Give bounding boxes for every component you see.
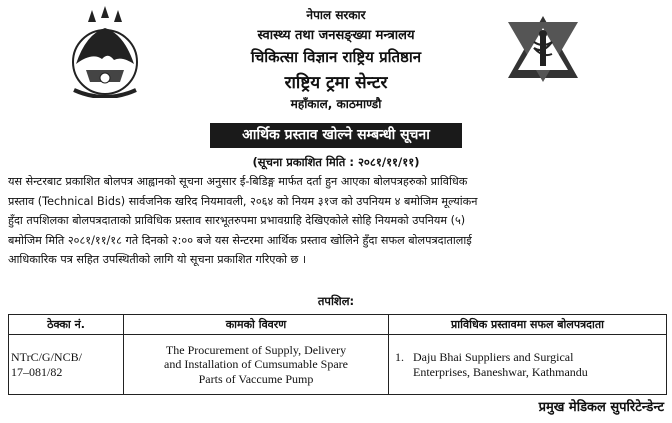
signature-title: प्रमुख मेडिकल सुपरिटेन्डेन्ट <box>538 400 664 415</box>
header-academy-line: चिकित्सा विज्ञान राष्ट्रिय प्रतिष्ठान <box>250 48 422 66</box>
header-gov-line: नेपाल सरकार <box>306 8 366 22</box>
body-line: प्रस्ताव (Technical Bids) सार्वजनिक खरिद नियमावली, २०६४ को नियम ३१ज को उपनियम ४ बमोजिम मूल्यांकन <box>8 194 478 208</box>
header-center-line: राष्ट्रिय ट्रमा सेन्टर <box>284 73 388 93</box>
contract-no-cell <box>9 335 124 395</box>
successful-bidder-cell <box>389 335 667 395</box>
table-row <box>9 335 667 395</box>
work-description-cell <box>124 335 389 395</box>
published-date: (सूचना प्रकाशित मिति : २०८१/११/११) <box>252 155 420 169</box>
notice-title-banner: आर्थिक प्रस्ताव खोल्ने सम्बन्धी सूचना <box>210 123 462 148</box>
col-header-work-description: कामको विवरण <box>124 315 389 335</box>
col-header-successful-bidder: प्राविधिक प्रस्तावमा सफल बोलपत्रदाता <box>389 315 667 335</box>
bidder-index: 1. <box>395 350 404 364</box>
header-address-line: महाँकाल, काठमाण्डौ <box>290 97 382 111</box>
work-line: The Procurement of Supply, Delivery <box>165 342 347 357</box>
contract-no-line: 17–081/82 <box>11 364 63 379</box>
bidder-line: Enterprises, Baneshwar, Kathmandu <box>413 364 588 379</box>
table-header-row <box>9 315 667 335</box>
body-line: आधिकारिक पत्र सहित उपस्थितीको लागि यो सूचना प्रकाशित गरिएको छ । <box>8 253 307 267</box>
body-line: हुँदा तपशिलका बोलपत्रदाताको प्राविधिक प्रस्ताव सारभूतरुपमा प्रभावग्राहि देखिएकोले सोहि नियमको उपनियम (५) <box>8 214 466 228</box>
notice-body <box>8 172 666 270</box>
annex-label: तपशिल: <box>317 294 355 308</box>
work-line: and Installation of Cumsumable Spare <box>164 357 348 372</box>
contract-no-line: NTrC/G/NCB/ <box>11 350 82 364</box>
bidder-line: Daju Bhai Suppliers and Surgical <box>413 350 574 364</box>
bid-table <box>8 314 667 395</box>
work-line: Parts of Vaccume Pump <box>198 371 314 386</box>
body-line: बमोजिम मिति २०८१/११/१८ गते दिनको २:०० बजे यस सेन्टरमा आर्थिक प्रस्ताव खोलिने हुँदा सफल बोलपत्रदातालाई <box>8 233 472 247</box>
col-header-contract-no: ठेक्का नं. <box>9 315 124 335</box>
header-ministry-line: स्वास्थ्य तथा जनसङ्ख्या मन्त्रालय <box>257 28 415 43</box>
body-line: यस सेन्टरबाट प्रकाशित बोलपत्र आह्वानको सूचना अनुसार ई-बिडिङ्ग मार्फत दर्ता हुन आएका बोलपत्रहरुको प्राविधिक <box>8 175 468 188</box>
